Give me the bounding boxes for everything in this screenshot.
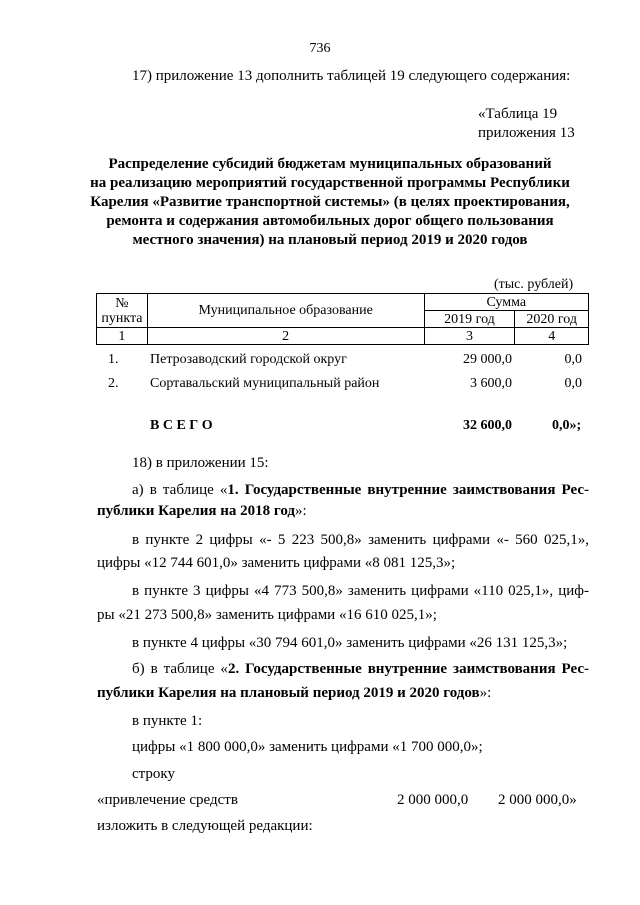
point-2-line-1: в пункте 2 цифры «- 5 223 500,8» заменить цифрами «- 560 025,1», bbox=[132, 532, 589, 548]
quote-row-value-1: 2 000 000,0 bbox=[397, 792, 469, 808]
row-1-number: 1. bbox=[108, 352, 119, 367]
subsidy-table-header bbox=[96, 293, 589, 345]
item-b-prefix: б) в таблице « bbox=[132, 661, 228, 677]
row-2-2019: 3 600,0 bbox=[470, 376, 512, 391]
item-a-line-1 bbox=[132, 481, 589, 499]
title-line: Распределение субсидий бюджетам муниципальных образований bbox=[108, 156, 552, 172]
title-line: местного значения) на плановый период 2019 и 2020 годов bbox=[132, 232, 528, 248]
point-4: в пункте 4 цифры «30 794 601,0» заменить цифрами «26 131 125,3»; bbox=[132, 635, 568, 651]
units-label: (тыс. рублей) bbox=[494, 277, 574, 292]
header-2019: 2019 год bbox=[424, 311, 515, 328]
digits-replace: цифры «1 800 000,0» заменить цифрами «1 700 000,0»; bbox=[132, 739, 483, 755]
title-line: ремонта и содержания автомобильных дорог общего пользования bbox=[106, 213, 554, 229]
row-1-2019: 29 000,0 bbox=[463, 352, 512, 367]
header-sum: Сумма bbox=[424, 294, 588, 311]
item-b-suffix: »: bbox=[479, 685, 492, 701]
total-label: В С Е Г О bbox=[150, 418, 213, 433]
row-2-2020: 0,0 bbox=[564, 376, 582, 391]
col-number-3: 3 bbox=[424, 328, 515, 345]
item-b-line-2 bbox=[97, 684, 491, 702]
item-a-heading: 1. Государственные внутренние заимствования Рес- bbox=[227, 482, 589, 498]
header-number-cell bbox=[97, 294, 148, 328]
table-title bbox=[60, 155, 600, 250]
title-line: Карелия «Развитие транспортной системы» (в целях проектирования, bbox=[90, 194, 570, 210]
item-a-heading-cont: публики Карелия на 2018 год bbox=[97, 503, 296, 519]
table-ref-line-1: «Таблица 19 bbox=[478, 106, 558, 122]
item-b-heading-cont: публики Карелия на плановый период 2019 и 2020 годов bbox=[97, 685, 480, 701]
col-number-4: 4 bbox=[515, 328, 589, 345]
col-number-1: 1 bbox=[97, 328, 148, 345]
intro-paragraph: 17) приложение 13 дополнить таблицей 19 следующего содержания: bbox=[132, 68, 571, 84]
row-1-name: Петрозаводский городской округ bbox=[150, 352, 347, 367]
quote-row-value-2: 2 000 000,0» bbox=[498, 792, 577, 808]
header-number-sign: № bbox=[115, 295, 129, 311]
title-line: на реализацию мероприятий государственной программы Республики bbox=[90, 175, 570, 191]
point-2-line-2: цифры «12 744 601,0» заменить цифрами «8 081 125,3»; bbox=[97, 555, 456, 571]
stroku-word: строку bbox=[132, 766, 175, 782]
total-2019: 32 600,0 bbox=[463, 418, 512, 433]
row-1-2020: 0,0 bbox=[564, 352, 582, 367]
point-3-line-2: ры «21 273 500,8» заменить цифрами «16 610 025,1»; bbox=[97, 607, 437, 623]
row-2-name: Сортавальский муниципальный район bbox=[150, 376, 380, 391]
row-2-number: 2. bbox=[108, 376, 119, 391]
item-a-line-2 bbox=[97, 502, 307, 520]
item-a-suffix: »: bbox=[295, 503, 307, 519]
table-ref-line-2: приложения 13 bbox=[478, 125, 575, 141]
final-line: изложить в следующей редакции: bbox=[97, 818, 313, 834]
item-18: 18) в приложении 15: bbox=[132, 455, 269, 471]
quote-row-label: «привлечение средств bbox=[97, 792, 238, 808]
total-2020: 0,0»; bbox=[552, 418, 582, 433]
item-b-heading: 2. Государственные внутренние заимствования Рес- bbox=[227, 661, 589, 677]
col-number-2: 2 bbox=[147, 328, 424, 345]
item-a-prefix: а) в таблице « bbox=[132, 482, 228, 498]
header-number-word: пункта bbox=[101, 310, 143, 326]
item-b-line-1 bbox=[132, 660, 589, 678]
page-number: 736 bbox=[309, 41, 331, 56]
header-municipality: Муниципальное образование bbox=[147, 294, 424, 328]
point-3-line-1: в пункте 3 цифры «4 773 500,8» заменить цифрами «110 025,1», циф- bbox=[132, 583, 589, 599]
point-1: в пункте 1: bbox=[132, 713, 203, 729]
header-2020: 2020 год bbox=[515, 311, 589, 328]
